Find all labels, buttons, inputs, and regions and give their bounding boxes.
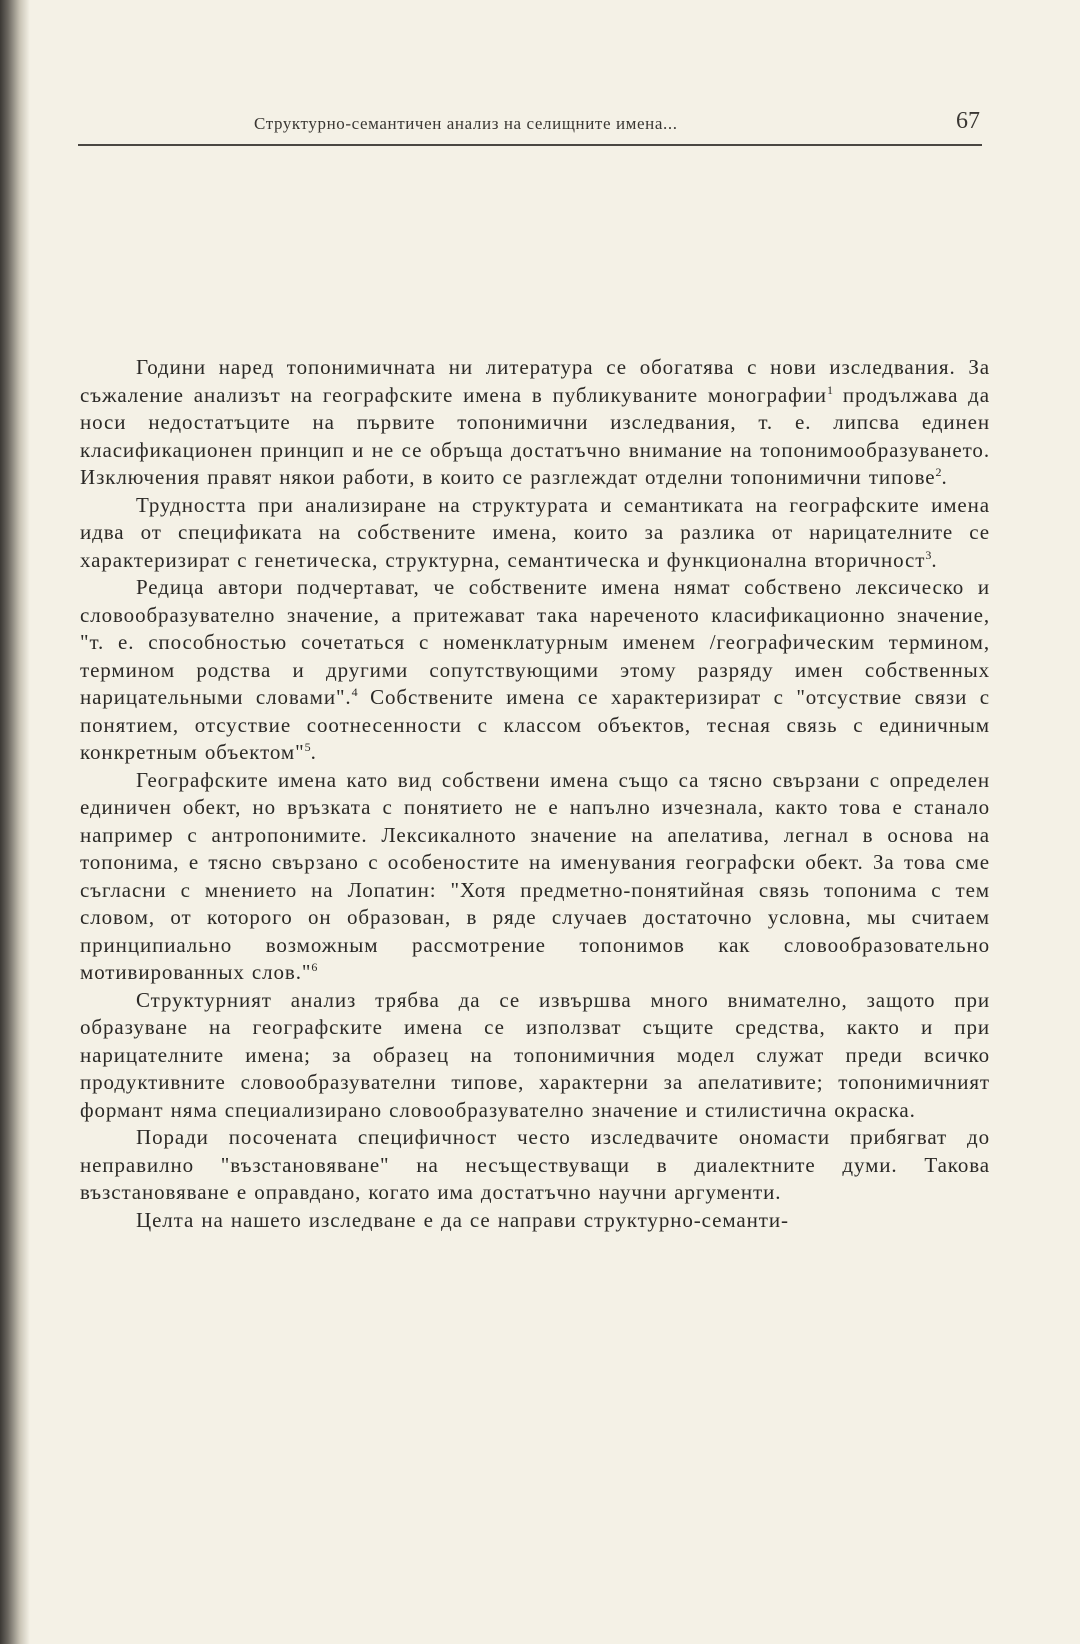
paragraph-text: . xyxy=(310,740,317,764)
paragraph-text: Собствените имена се характеризират с "отсуствие связи с понятием, отсуствие соотнесенности с классом объектов, тесная связь с единичным конкретным объектом" xyxy=(80,685,991,764)
running-header-title: Структурно-семантичен анализ на селищните имена... xyxy=(254,114,678,133)
paragraph xyxy=(80,1207,990,1235)
paragraph-text: . xyxy=(941,465,948,489)
paragraph xyxy=(80,354,990,492)
paragraph xyxy=(80,574,990,767)
running-header xyxy=(78,108,982,146)
paragraph xyxy=(80,767,990,987)
paragraph-text: Структурният анализ трябва да се извършва много внимателно, защото при образуване на географските имена се използват същите средства, както и при нарицателните имена; за образец на топонимичния модел служат преди всичко продуктивните словообразувателни типове, характерни за апелативите; топонимичният формант няма специализирано словообразувателно значение и стилистична окраска. xyxy=(80,987,990,1122)
footnote-marker: 1 xyxy=(826,382,833,397)
paragraph-text: . xyxy=(931,547,938,572)
paragraph-text: Редица автори подчертават, че собствените имена нямат собствено лексическо и словообразувателно значение, а притежават така нареченото класификационно значение, "т. е. способностью сочетаться с номенклатурным именем /географическим термином, термином родства и другими сопутствующими этому разряду имен собственных нарицательными словами". xyxy=(80,575,990,709)
paragraph-text: Години наред топонимичната ни литература се обогатява с нови изследвания. За съжаление анализът на географските имена в публикуваните монографии xyxy=(80,355,990,407)
paragraph xyxy=(80,1124,990,1207)
footnote-marker: 6 xyxy=(311,960,318,974)
page-number: 67 xyxy=(956,108,980,134)
footnote-marker: 5 xyxy=(304,740,311,754)
paragraph xyxy=(80,987,990,1125)
paragraph-text: продължава да носи недостатъците на първите топонимични изследвания, т. е. липсва единен класификационен принцип и не се обръща достатъчно внимание на топонимообразуването. Изключения правят някои работи, в които се разглеждат отделни топонимични типове xyxy=(80,382,990,489)
paragraph-text: Трудността при анализиране на структурата и семантиката на географските имена идва от спецификата на собствените имена, които за разлика от нарицателните се характеризират с генетическа, структурна, семантическа и функционална вторичност xyxy=(80,492,990,572)
body-text xyxy=(80,354,990,1234)
paragraph-text: Целта на нашето изследване е да се направи структурно-семанти- xyxy=(136,1207,789,1232)
paragraph-text: Географските имена като вид собствени имена също са тясно свързани с определен единичен обект, но връзката с понятието не е напълно изчезнала, както това е станало например с антропонимите. Лексикалното значение на апелатива, легнал в основа на топонима, е тясно свързано с особеностите на именувания географски обект. За това сме съгласни с мнението на Лопатин: "Хотя предметно-понятийная связь топонима с тем словом, от которого он образован, в ряде случаев достаточно условна, мы считаем принципиально возможным рассмотрение топонимов как словообразовательно мотивированных слов." xyxy=(80,767,990,984)
footnote-marker: 4 xyxy=(351,685,358,699)
footnote-marker: 3 xyxy=(925,547,932,562)
paragraph-text: Поради посочената специфичност често изследвачите ономасти прибягват до неправилно "възстановяване" на несъществуващи в диалектните думи. Такова възстановяване е оправдано, когато има достатъчно научни аргументи. xyxy=(80,1125,990,1204)
paragraph xyxy=(80,492,990,575)
footnote-marker: 2 xyxy=(935,465,942,479)
